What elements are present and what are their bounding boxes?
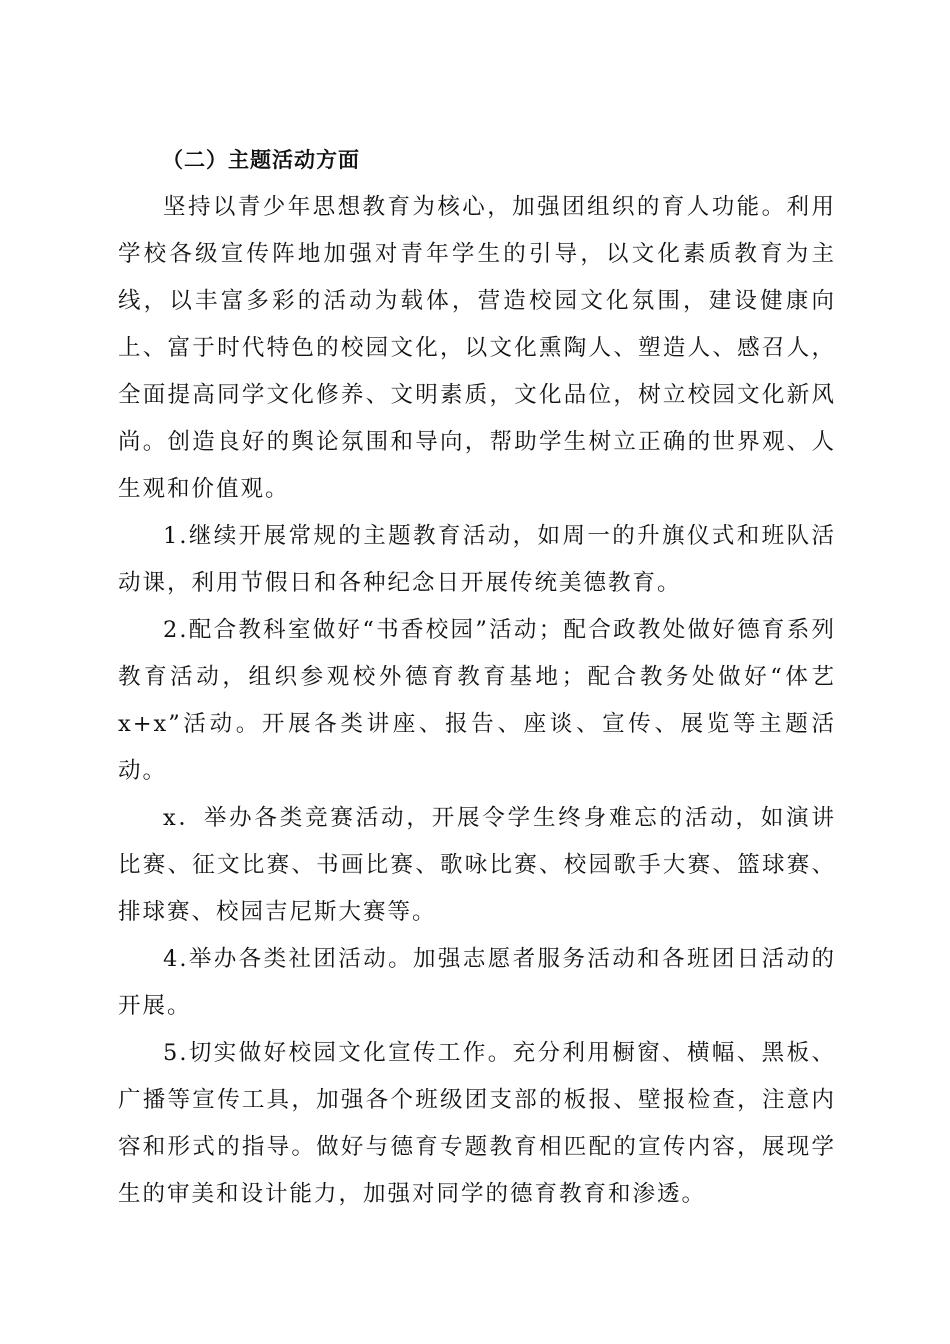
- item-number: 5.: [163, 1040, 189, 1066]
- item-text: 配合教科室做好“书香校园”活动；配合政教处做好德育系列教育活动，组织参观校外德育教育基地；配合教务处做好“体艺 x+x”活动。开展各类讲座、报告、座谈、宣传、展览等主题活动。: [118, 617, 836, 784]
- list-item: [118, 936, 836, 1030]
- list-item: [118, 607, 836, 795]
- list-item: [118, 513, 836, 607]
- item-text: 继续开展常规的主题教育活动，如周一的升旗仪式和班队活动课，利用节假日和各种纪念日开展传统美德教育。: [118, 523, 836, 596]
- item-number: 1.: [163, 523, 189, 549]
- intro-paragraph: 坚持以青少年思想教育为核心，加强团组织的育人功能。利用学校各级宣传阵地加强对青年学生的引导，以文化素质教育为主线，以丰富多彩的活动为载体，营造校园文化氛围，建设健康向上、富于时代特色的校园文化，以文化熏陶人、塑造人、感召人，全面提高同学文化修养、文明素质，文化品位，树立校园文化新风尚。创造良好的舆论氛围和导向，帮助学生树立正确的世界观、人生观和价值观。: [118, 194, 836, 502]
- document-body: [118, 137, 836, 1218]
- list-item: [118, 1030, 836, 1218]
- item-number: 2.: [163, 617, 189, 643]
- item-text: 切实做好校园文化宣传工作。充分利用橱窗、横幅、黑板、广播等宣传工具，加强各个班级团支部的板报、壁报检查，注意内容和形式的指导。做好与德育专题教育相匹配的宣传内容，展现学生的审美和设计能力，加强对同学的德育教育和渗透。: [118, 1040, 836, 1207]
- item-number: 4.: [163, 946, 189, 972]
- item-text: 举办各类竞赛活动，开展令学生终身难忘的活动，如演讲比赛、征文比赛、书画比赛、歌咏比赛、校园歌手大赛、篮球赛、排球赛、校园吉尼斯大赛等。: [118, 805, 836, 925]
- item-text: 举办各类社团活动。加强志愿者服务活动和各班团日活动的开展。: [118, 946, 836, 1019]
- list-item: [118, 795, 836, 936]
- section-heading: （二）主题活动方面: [162, 148, 360, 172]
- item-number: x．: [163, 805, 204, 831]
